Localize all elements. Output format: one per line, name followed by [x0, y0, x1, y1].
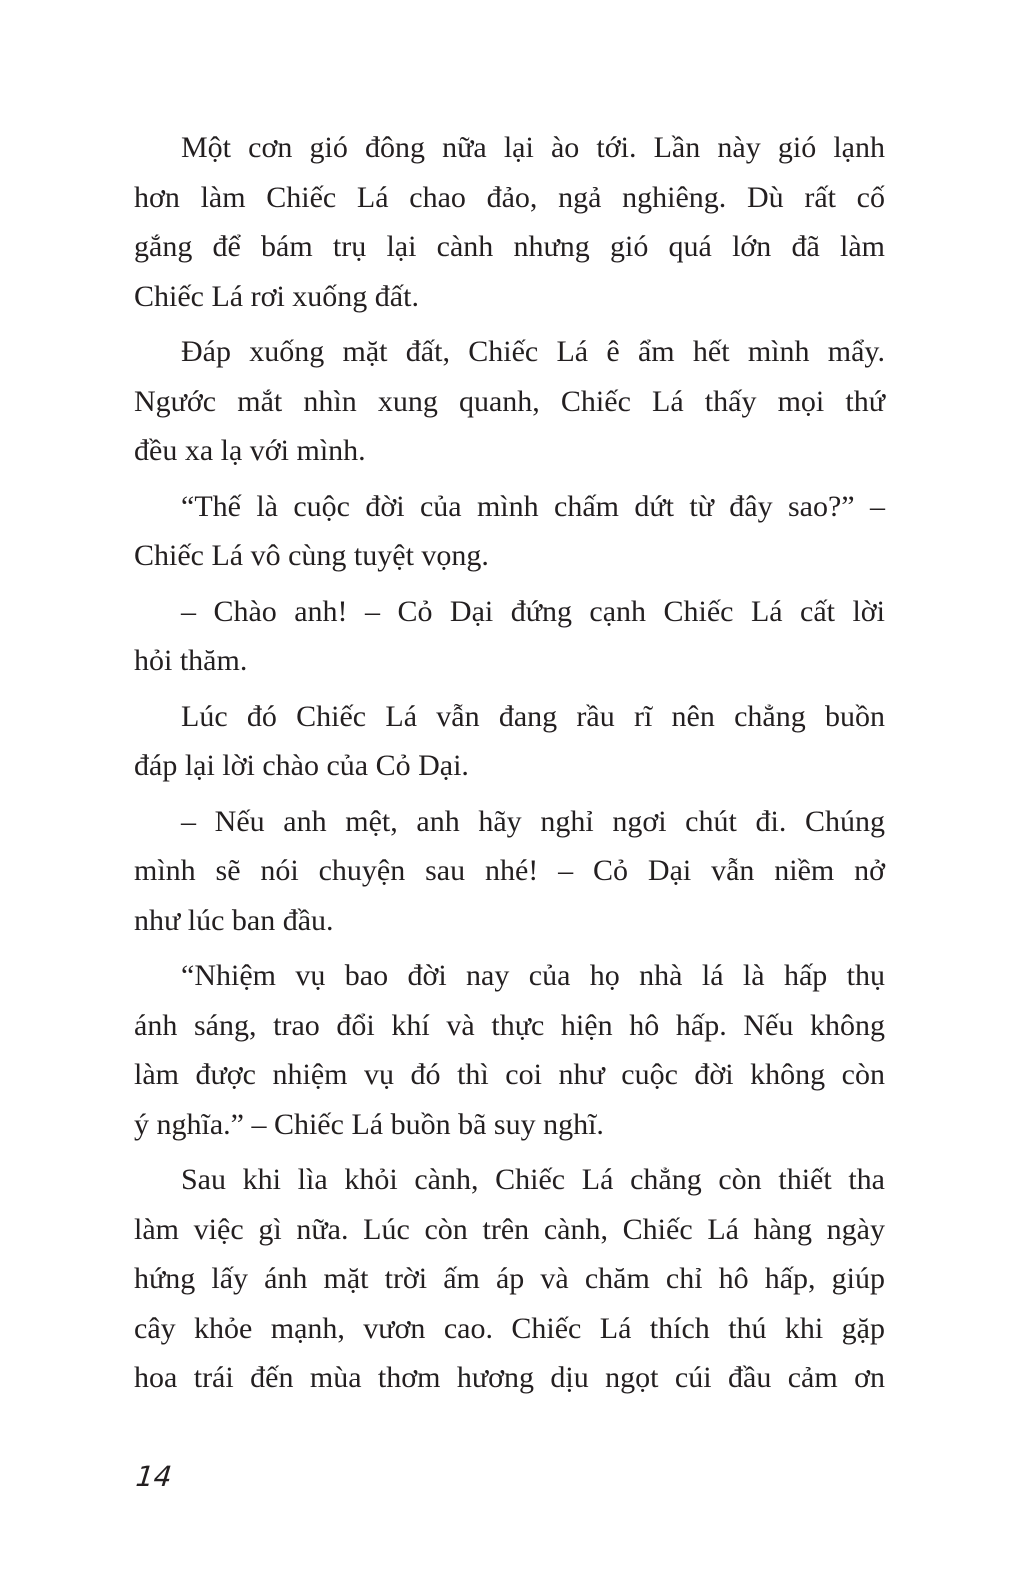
text-line: Ngước mắt nhìn xung quanh, Chiếc Lá thấy mọi thứ [134, 384, 885, 418]
text-line: làm được nhiệm vụ đó thì coi như cuộc đời không còn [134, 1058, 885, 1091]
paragraph [134, 692, 885, 791]
text-line: cây khỏe mạnh, vươn cao. Chiếc Lá thích thú khi gặp [134, 1311, 885, 1345]
page-number: 14 [134, 1460, 174, 1493]
text-line: đều xa lạ với mình. [134, 434, 366, 467]
paragraph [134, 327, 885, 476]
text-line: “Nhiệm vụ bao đời nay của họ nhà lá là hấp thụ [181, 959, 885, 992]
text-line: mình sẽ nói chuyện sau nhé! – Cỏ Dại vẫn niềm nở [134, 854, 885, 887]
text-line: hứng lấy ánh mặt trời ấm áp và chăm chỉ hô hấp, giúp [134, 1262, 885, 1295]
text-line: làm việc gì nữa. Lúc còn trên cành, Chiếc Lá hàng ngày [134, 1212, 885, 1246]
text-line: Chiếc Lá vô cùng tuyệt vọng. [134, 539, 489, 572]
paragraph [134, 797, 885, 946]
text-line: đáp lại lời chào của Cỏ Dại. [134, 749, 469, 782]
text-line: hoa trái đến mùa thơm hương dịu ngọt cúi đầu cảm ơn [134, 1361, 885, 1394]
text-line: Chiếc Lá rơi xuống đất. [134, 279, 419, 313]
paragraph [134, 1155, 885, 1403]
text-line: – Chào anh! – Cỏ Dại đứng cạnh Chiếc Lá cất lời [181, 594, 885, 628]
text-line: ý nghĩa.” – Chiếc Lá buồn bã suy nghĩ. [134, 1107, 604, 1141]
paragraph [134, 951, 885, 1149]
text-line: như lúc ban đầu. [134, 903, 334, 937]
text-line: gắng để bám trụ lại cành nhưng gió quá lớn đã làm [134, 230, 885, 263]
text-line: “Thế là cuộc đời của mình chấm dứt từ đây sao?” – [181, 489, 885, 523]
paragraph [134, 587, 885, 686]
text-line: ánh sáng, trao đổi khí và thực hiện hô hấp. Nếu không [134, 1008, 885, 1042]
paragraph [134, 123, 885, 321]
text-line: hơn làm Chiếc Lá chao đảo, ngả nghiêng. Dù rất cố [134, 180, 885, 214]
text-line: hỏi thăm. [134, 644, 248, 677]
text-line: – Nếu anh mệt, anh hãy nghỉ ngơi chút đi. Chúng [181, 804, 885, 838]
paragraph [134, 482, 885, 581]
text-line: Sau khi lìa khỏi cành, Chiếc Lá chẳng còn thiết tha [181, 1163, 885, 1196]
text-line: Lúc đó Chiếc Lá vẫn đang rầu rĩ nên chẳng buồn [181, 699, 885, 733]
text-line: Một cơn gió đông nữa lại ào tới. Lần này gió lạnh [181, 131, 885, 164]
body-text [134, 123, 885, 1403]
text-line: Đáp xuống mặt đất, Chiếc Lá ê ẩm hết mình mẩy. [181, 335, 885, 368]
